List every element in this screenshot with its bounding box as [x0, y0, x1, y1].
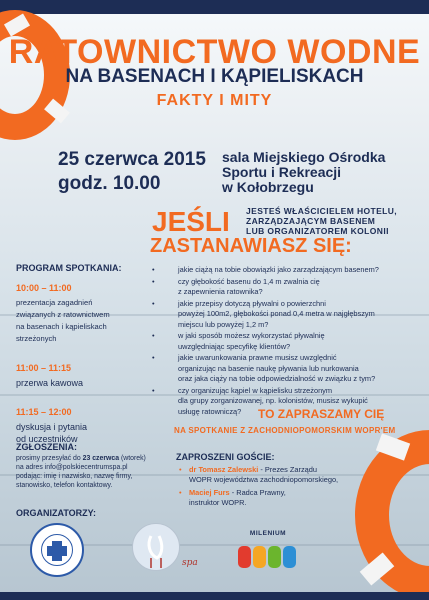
jesli-heading: JEŚLI	[152, 206, 230, 237]
guest-item	[176, 488, 366, 508]
bullet-icon: •	[152, 385, 155, 395]
zastanawiasz-heading: ZASTANAWIASZ SIĘ:	[150, 235, 352, 257]
event-datetime	[58, 148, 206, 196]
question-item	[150, 265, 410, 276]
venue-line: Sportu i Rekreacji	[222, 164, 342, 180]
poster-title: RATOWNICTWO WODNE	[8, 33, 421, 71]
cta-heading: TO ZAPRASZAMY CIĘ	[258, 407, 385, 421]
registration-line	[16, 454, 176, 463]
wopr-cross-icon	[47, 546, 67, 556]
program-section	[16, 263, 146, 463]
registration-deadline: 23 czerwca	[82, 455, 120, 462]
milenium-logo-text: MILENIUM	[249, 530, 287, 537]
venue-line: sala Miejskiego Ośrodka	[222, 149, 386, 165]
guest-role: - Prezes Zarządu WOPR województwa zachodniopomorskiego,	[189, 465, 339, 484]
question-item	[150, 331, 410, 352]
milenium-logo	[238, 546, 298, 570]
question-text: czy organizując kąpiel w kąpielisku strzeżonym dla grupy zorganizowanej, np. kolonistów, musisz wykupić usługę ratowniczą?	[178, 385, 368, 416]
program-desc-line: związanych z ratownictwem	[16, 310, 110, 319]
poster-subtitle: NA BASENACH I KĄPIELISKACH	[65, 66, 364, 87]
bullet-icon: •	[152, 298, 155, 308]
jesli-line: ZARZĄDZAJĄCYM BASENEM	[246, 216, 376, 226]
program-heading: PROGRAM SPOTKANIA:	[16, 263, 122, 273]
program-desc-line: na basenach i kąpieliskach	[16, 322, 107, 331]
program-time: 10:00 – 11:00	[16, 283, 72, 293]
registration-text	[16, 454, 176, 490]
spa-logo	[132, 523, 180, 571]
question-text: w jaki sposób możesz wykorzystać pływalnię uwzględniając specyfikę klientów?	[178, 331, 325, 351]
program-time: 11:00 – 11:15	[16, 363, 72, 373]
figure-icon	[238, 546, 251, 568]
bullet-icon: •	[152, 276, 155, 286]
organizers-heading: ORGANIZATORZY:	[16, 508, 96, 518]
program-desc	[16, 377, 146, 389]
event-date: 25 czerwca 2015	[58, 149, 206, 170]
cta-subheading: NA SPOTKANIE Z ZACHODNIOPOMORSKIM WOPR'EM	[174, 426, 396, 435]
figure-icon	[268, 546, 281, 568]
bullet-icon: •	[152, 353, 155, 362]
registration-line: na adres info@polskiecentrumspa.pl	[16, 464, 128, 471]
guest-item	[176, 465, 366, 485]
guests-list	[176, 465, 366, 511]
guest-role: - Radca Prawny, instruktor WOPR.	[189, 488, 286, 507]
spa-logo-graphic	[133, 524, 181, 572]
bullet-icon: •	[152, 265, 155, 274]
venue-line: w Kołobrzegu	[222, 179, 314, 195]
program-desc-line: przerwa kawowa	[16, 378, 84, 388]
bullet-icon: •	[152, 331, 155, 340]
program-desc-line: od uczestników	[16, 434, 78, 444]
guest-name: Maciej Furs	[189, 488, 230, 497]
registration-text-part: prosimy przesyłać do	[16, 455, 83, 462]
wopr-logo	[30, 523, 84, 577]
jesli-line: JESTEŚ WŁAŚCICIELEM HOTELU,	[246, 206, 398, 216]
question-item	[150, 353, 410, 385]
event-venue	[222, 150, 385, 195]
event-time: godz. 10.00	[58, 173, 161, 194]
jesli-line: LUB ORGANIZATOREM KOLONII	[246, 226, 389, 236]
jesli-text	[246, 206, 397, 236]
spa-logo-text: spa	[182, 558, 198, 568]
question-item	[150, 277, 410, 298]
question-item	[150, 299, 410, 331]
program-desc-line: dyskusja i pytania	[16, 422, 88, 432]
bullet-icon: •	[179, 488, 182, 497]
bottom-bar	[0, 592, 429, 600]
question-text: czy głębokość basenu do 1,4 m zwalnia cię z zapewnienia ratownika?	[178, 276, 320, 296]
registration-text-part: (wtorek)	[119, 455, 146, 462]
guests-heading: ZAPROSZENI GOŚCIE:	[176, 452, 275, 462]
figure-icon	[283, 546, 296, 568]
registration-line: podając: imię i nazwisko, nazwę firmy,	[16, 473, 133, 480]
registration-heading: ZGŁOSZENIA:	[16, 442, 77, 452]
program-desc-line: strzeżonych	[16, 334, 57, 343]
question-text: jakie uwarunkowania prawne musisz uwzględnić organizując na basenie naukę pływania lub nurkowania oraz jaka ciąży na tobie odpowiedzialność w związku z tym?	[178, 353, 376, 383]
top-bar	[0, 0, 429, 14]
figure-icon	[253, 546, 266, 568]
program-time: 11:15 – 12:00	[16, 407, 72, 417]
program-desc-line: prezentacja zagadnień	[16, 298, 93, 307]
guest-name: dr Tomasz Zalewski	[189, 465, 259, 474]
poster-tagline: FAKTY I MITY	[156, 92, 273, 109]
question-text: jakie przepisy dotyczą pływalni o powierzchni powyżej 100m2, głębokości ponad 0,4 metra w najgłębszym miejscu lub powyżej 1,2 m?	[178, 298, 375, 329]
question-text: jakie ciążą na tobie obowiązki jako zarządzającym basenem?	[178, 265, 379, 274]
registration-line: stanowisko, telefon kontaktowy.	[16, 482, 113, 489]
bullet-icon: •	[179, 465, 182, 474]
program-desc	[16, 297, 146, 345]
questions-list	[150, 265, 410, 418]
